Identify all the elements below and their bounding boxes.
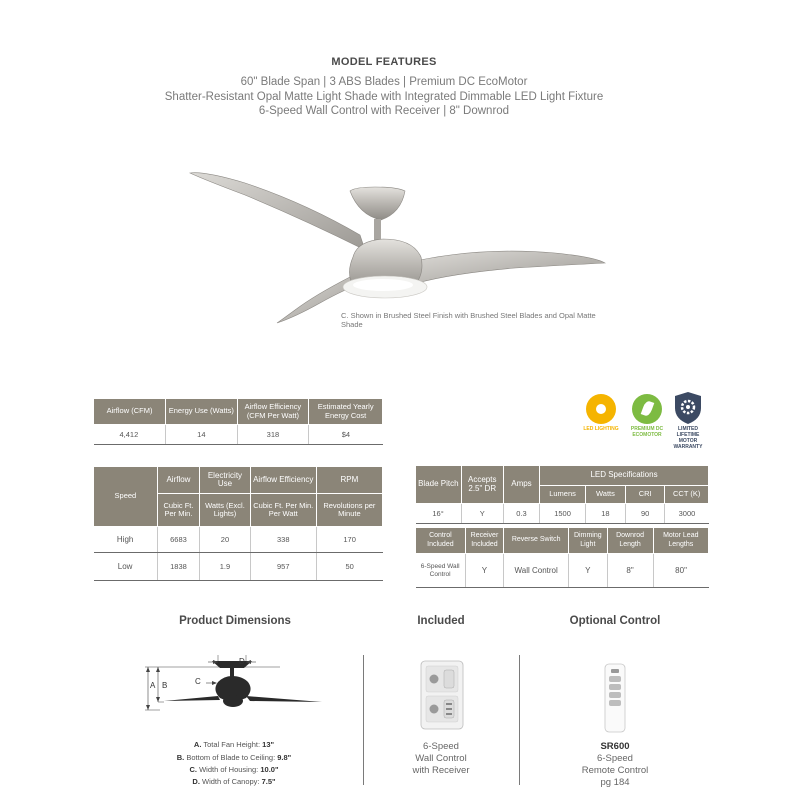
amps-cell: 0.3: [503, 504, 539, 524]
speed-cell: Low: [94, 553, 158, 581]
rpm-cell: 170: [316, 527, 382, 553]
subheader-cct: CCT (K): [665, 486, 709, 504]
included-line: Wall Control: [415, 753, 467, 764]
remote-control-image: [604, 663, 626, 733]
feature-line-2: Shatter-Resistant Opal Matte Light Shade with Integrated Dimmable LED Light Fixture: [164, 91, 604, 103]
watts-cell: 18: [586, 504, 626, 524]
badge-label: LED LIGHTING: [583, 426, 619, 432]
feature-line-1: 60" Blade Span | 3 ABS Blades | Premium DC EcoMotor: [240, 76, 528, 88]
header-blade-pitch: Blade Pitch: [416, 466, 462, 504]
header-airflow: Airflow (CFM): [94, 399, 166, 425]
included-line: 6-Speed: [423, 741, 459, 752]
dimming-cell: Y: [569, 554, 607, 588]
dim-letter-b: B: [162, 681, 168, 690]
feature-line-3: 6-Speed Wall Control with Receiver | 8" Downrod: [258, 105, 510, 117]
lumens-cell: 1500: [540, 504, 586, 524]
header-airflow-efficiency: Airflow Efficiency: [250, 467, 316, 494]
product-dimensions-title: Product Dimensions: [179, 615, 291, 627]
badge-label: LIMITED LIFETIME MOTOR WARRANTY: [673, 426, 703, 450]
gear-shield-icon: [673, 391, 703, 425]
speed-table: [93, 466, 383, 581]
table-row: [416, 554, 709, 588]
table-row: [94, 527, 383, 553]
header-accepts-dr: Accepts 2.5" DR: [461, 466, 503, 504]
section-divider: [519, 655, 520, 785]
leaf-icon: [632, 394, 662, 424]
header-receiver-included: Receiver Included: [465, 528, 503, 554]
included-title: Included: [417, 615, 465, 627]
badge-label: PREMIUM DC ECOMOTOR: [630, 426, 664, 438]
value-airflow-efficiency: 318: [237, 425, 309, 445]
header-airflow-efficiency: Airflow Efficiency (CFM Per Watt): [237, 399, 309, 425]
control-table: [415, 527, 709, 588]
subheader-watts: Watts: [586, 486, 626, 504]
wall-control-image: [420, 660, 464, 730]
header-downrod-length: Downrod Length: [607, 528, 653, 554]
dimension-spec-b: B. Bottom of Blade to Ceiling: 9.8": [176, 753, 292, 762]
subheader-cfm-per-watt: Cubic Ft. Per Min. Per Watt: [250, 494, 316, 527]
downrod-cell: 8": [607, 554, 653, 588]
led-table: [415, 465, 709, 524]
header-rpm: RPM: [316, 467, 382, 494]
dimension-diagram: [140, 652, 330, 717]
value-airflow: 4,412: [94, 425, 166, 445]
cct-cell: 3000: [665, 504, 709, 524]
included-description: [391, 741, 491, 777]
header-energy-use: Energy Use (Watts): [166, 399, 237, 425]
dim-letter-d: D: [239, 657, 245, 666]
optional-control-line: pg 184: [600, 777, 630, 788]
dim-letter-a: A: [150, 681, 156, 690]
header-electricity-use: Electricity Use: [200, 467, 251, 494]
optional-control-description: [545, 741, 685, 789]
led-lighting-badge: [583, 394, 619, 432]
subheader-lumens: Lumens: [540, 486, 586, 504]
dimension-spec-c: C. Width of Housing: 10.0": [189, 765, 279, 774]
model-features-title: MODEL FEATURES: [331, 56, 437, 68]
optional-control-model: SR600: [600, 741, 630, 752]
efficiency-cell: 338: [250, 527, 316, 553]
header-dimming-light: Dimming Light: [569, 528, 607, 554]
optional-control-title: Optional Control: [569, 615, 661, 627]
receiver-cell: Y: [465, 554, 503, 588]
table-row: [94, 553, 383, 581]
subheader-cri: CRI: [625, 486, 665, 504]
included-line: with Receiver: [412, 765, 470, 776]
airflow-cell: 1838: [157, 553, 199, 581]
reverse-switch-cell: Wall Control: [504, 554, 569, 588]
optional-control-line: Remote Control: [581, 765, 649, 776]
header-control-included: Control Included: [416, 528, 466, 554]
header-led-specifications: LED Specifications: [540, 466, 709, 486]
subheader-revolutions: Revolutions per Minute: [316, 494, 382, 527]
header-energy-cost: Estimated Yearly Energy Cost: [309, 399, 383, 425]
header-speed: Speed: [94, 467, 158, 527]
energy-table: [93, 398, 383, 445]
electricity-cell: 1.9: [200, 553, 251, 581]
header-motor-lead-lengths: Motor Lead Lengths: [653, 528, 708, 554]
warranty-badge: [668, 391, 708, 450]
sun-icon: [586, 394, 616, 424]
blade-pitch-cell: 16°: [416, 504, 462, 524]
value-energy-cost: $4: [309, 425, 383, 445]
cri-cell: 90: [625, 504, 665, 524]
dimension-spec-d: D. Width of Canopy: 7.5": [192, 777, 276, 786]
motor-lead-cell: 80": [653, 554, 708, 588]
table-row: [416, 504, 709, 524]
value-energy-use: 14: [166, 425, 237, 445]
ecomotor-badge: [624, 394, 670, 438]
efficiency-cell: 957: [250, 553, 316, 581]
rpm-cell: 50: [316, 553, 382, 581]
dimension-spec-a: A. Total Fan Height: 13": [193, 740, 275, 749]
image-caption: C. Shown in Brushed Steel Finish with Brushed Steel Blades and Opal Matte Shade: [341, 311, 596, 329]
electricity-cell: 20: [200, 527, 251, 553]
dim-letter-c: C: [195, 677, 201, 686]
speed-cell: High: [94, 527, 158, 553]
subheader-watts: Watts (Excl. Lights): [200, 494, 251, 527]
optional-control-line: 6-Speed: [597, 753, 633, 764]
header-reverse-switch: Reverse Switch: [504, 528, 569, 554]
header-amps: Amps: [503, 466, 539, 504]
subheader-cfm: Cubic Ft. Per Min.: [157, 494, 199, 527]
header-airflow: Airflow: [157, 467, 199, 494]
ceiling-fan-image: [185, 165, 625, 330]
airflow-cell: 6683: [157, 527, 199, 553]
control-cell: 6-Speed Wall Control: [416, 554, 466, 588]
accepts-dr-cell: Y: [461, 504, 503, 524]
